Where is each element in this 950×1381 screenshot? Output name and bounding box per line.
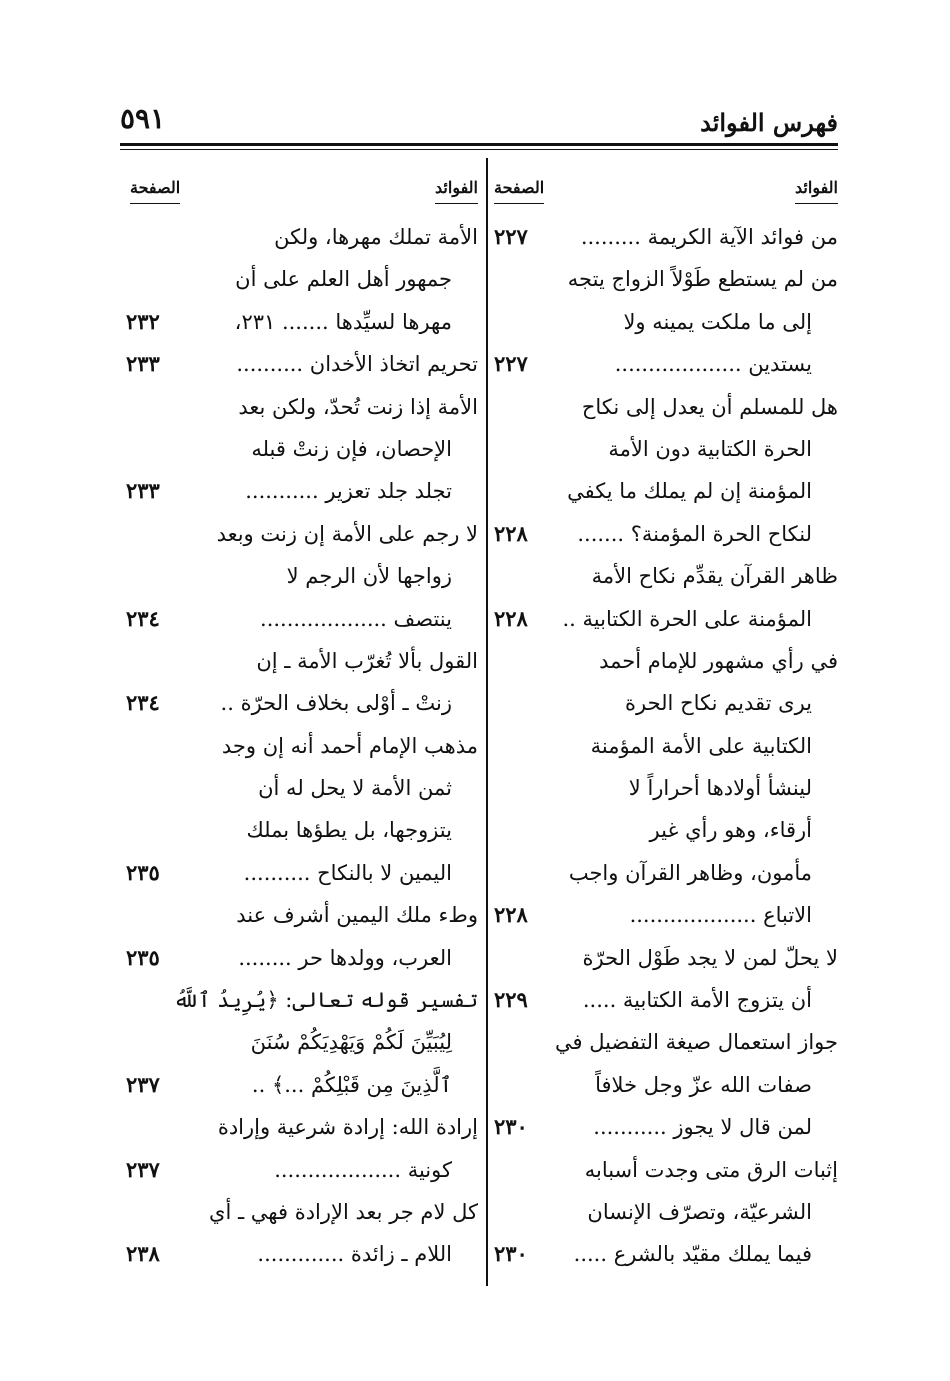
page-heading: الصفحة (130, 178, 180, 204)
header-rule-thin (120, 149, 838, 150)
page-heading: الصفحة (494, 178, 544, 204)
entry-text: من لم يستطع طَوْلاً الزواج يتجه (567, 267, 838, 292)
entry-line (490, 809, 838, 851)
index-entry (490, 216, 838, 258)
entry-line (490, 979, 838, 1021)
entry-line (490, 767, 838, 809)
entry-line (490, 852, 838, 894)
entry-text: جمهور أهل العلم على أن (235, 267, 452, 292)
entry-line (126, 1021, 478, 1063)
entry-line (126, 1191, 478, 1233)
entry-text: يرى تقديم نكاح الحرة (625, 691, 812, 716)
entry-page-number: ٢٢٨ (494, 605, 528, 631)
entry-line (126, 513, 478, 555)
entry-text: هل للمسلم أن يعدل إلى نكاح (581, 394, 838, 419)
index-entry (490, 1149, 838, 1276)
entry-text: زنتْ ـ أوْلى بخلاف الحرّة .. (220, 691, 452, 716)
entry-line (126, 725, 478, 767)
index-entry (126, 1191, 478, 1276)
entry-text: لنكاح الحرة المؤمنة؟ ....... (577, 521, 812, 546)
index-entry (126, 894, 478, 979)
column-divider (486, 158, 488, 1286)
entry-text: فيما يملك مقيّد بالشرع ..... (573, 1242, 812, 1267)
index-entry (490, 386, 838, 556)
index-entry (126, 386, 478, 513)
entry-text: إثبات الرق متى وجدت أسبابه (584, 1157, 838, 1182)
entry-line (490, 470, 838, 512)
index-entry (126, 343, 478, 385)
entry-line (490, 1233, 838, 1275)
index-entry (126, 725, 478, 895)
entry-page-number: ٢٣٠ (494, 1241, 528, 1267)
entry-page-number: ٢٣٧ (126, 1156, 160, 1182)
entry-page-number: ٢٢٨ (494, 902, 528, 928)
entry-text: الاتباع ................... (629, 903, 812, 928)
entry-line (126, 1149, 478, 1191)
entry-line (490, 894, 838, 936)
entry-text: الأمة إذا زنت تُحدّ، ولكن بعد (238, 394, 478, 419)
entry-page-number: ٢٢٧ (494, 351, 528, 377)
entry-page-number: ٢٣٥ (126, 859, 160, 885)
entry-line (490, 725, 838, 767)
entry-line (126, 1106, 478, 1148)
entry-line (126, 428, 478, 470)
entry-line (490, 640, 838, 682)
entry-line (126, 894, 478, 936)
entry-text: المؤمنة إن لم يملك ما يكفي (567, 479, 812, 504)
entry-page-number: ٢٣٤ (126, 605, 160, 631)
entry-page-number: ٢٣٠ (494, 1114, 528, 1140)
entry-page-number: ٢٣٢ (126, 308, 160, 334)
index-entry (490, 640, 838, 937)
entry-text: ٱلَّذِينَ مِن قَبْلِكُمْ ...﴾ .. (251, 1072, 452, 1097)
entry-page-number: ٢٢٨ (494, 520, 528, 546)
entry-line (490, 258, 838, 300)
entry-text: تفسير قوله تعالى: ﴿يُرِيدُ ٱللَّهُ (173, 988, 478, 1013)
entry-line (126, 386, 478, 428)
entry-page-number: ٢٢٩ (494, 987, 528, 1013)
entry-page-number: ٢٣٣ (126, 351, 160, 377)
entry-text: إلى ما ملكت يمينه ولا (623, 309, 812, 334)
entry-text: ينتصف ................... (260, 606, 452, 631)
left-column (126, 170, 478, 1276)
entry-page-number: ٢٣٥ (126, 944, 160, 970)
index-entry (126, 640, 478, 725)
entry-text: ثمن الأمة لا يحل له أن (258, 776, 452, 801)
entry-line (490, 301, 838, 343)
entry-line (126, 640, 478, 682)
entry-line (490, 513, 838, 555)
entry-text: يتزوجها، بل يطؤها بملك (246, 818, 452, 843)
entry-text: لا يحلّ لمن لا يجد طَوْل الحرّة (582, 945, 838, 970)
entry-line (490, 1021, 838, 1063)
entry-line (126, 1064, 478, 1106)
entry-line (126, 979, 478, 1021)
entry-line (126, 343, 478, 385)
benefits-heading: الفوائد (435, 178, 478, 204)
entry-line (126, 1233, 478, 1275)
entry-text: الكتابية على الأمة المؤمنة (590, 733, 812, 758)
entry-line (126, 852, 478, 894)
right-column (490, 170, 838, 1276)
entry-line (126, 767, 478, 809)
entry-text: إرادة الله: إرادة شرعية وإرادة (217, 1115, 478, 1140)
entry-text: تحريم اتخاذ الأخدان .......... (236, 352, 478, 377)
entry-text: الحرة الكتابية دون الأمة (608, 436, 812, 461)
entry-line (126, 937, 478, 979)
entry-line (490, 216, 838, 258)
entry-line (126, 258, 478, 300)
page-number: ٥٩١ (120, 102, 166, 135)
entry-line (126, 216, 478, 258)
entry-text: من فوائد الآية الكريمة ......... (580, 225, 838, 249)
entry-text: مهرها لسيِّدها ....... ٢٣١، (234, 309, 452, 334)
right-column-header (490, 170, 838, 216)
entry-text: وطء ملك اليمين أشرف عند (236, 903, 478, 928)
index-entry (490, 258, 838, 385)
entry-text: العرب، وولدها حر ........ (238, 945, 452, 970)
right-entry-list (490, 216, 838, 1276)
entry-line (490, 1106, 838, 1148)
entry-text: لِيُبَيِّنَ لَكُمْ وَيَهْدِيَكُمْ سُنَنَ (250, 1030, 452, 1055)
entry-text: جواز استعمال صيغة التفضيل في (555, 1030, 838, 1055)
index-title: فهرس الفوائد (700, 108, 838, 137)
entry-line (126, 301, 478, 343)
entry-page-number: ٢٣٤ (126, 690, 160, 716)
entry-page-number: ٢٣٧ (126, 1071, 160, 1097)
entry-text: في رأي مشهور للإمام أحمد (599, 648, 838, 673)
entry-text: اليمين لا بالنكاح .......... (243, 860, 452, 885)
entry-text: زواجها لأن الرجم لا (286, 564, 452, 589)
entry-text: أن يتزوج الأمة الكتابية ..... (582, 988, 812, 1013)
entry-text: لا رجم على الأمة إن زنت وبعد (216, 521, 478, 546)
entry-line (490, 682, 838, 724)
index-entry (126, 979, 478, 1106)
index-entry (126, 216, 478, 343)
entry-line (490, 1191, 838, 1233)
entry-line (490, 937, 838, 979)
index-entry (490, 555, 838, 640)
header-rule-thick (120, 143, 838, 146)
entry-line (490, 1149, 838, 1191)
entry-text: القول بألا تُغرّب الأمة ـ إن (256, 648, 478, 673)
index-entry (126, 513, 478, 640)
entry-text: ظاهر القرآن يقدِّم نكاح الأمة (591, 564, 838, 589)
entry-text: اللام ـ زائدة ............. (257, 1242, 452, 1267)
entry-line (490, 428, 838, 470)
entry-line (490, 555, 838, 597)
entry-text: الإحصان، فإن زنتْ قبله (251, 436, 452, 461)
entry-line (126, 682, 478, 724)
left-column-header (126, 170, 478, 216)
entry-page-number: ٢٣٣ (126, 478, 160, 504)
entry-text: يستدين ................... (614, 352, 812, 377)
entry-line (490, 598, 838, 640)
index-entry (126, 1106, 478, 1191)
entry-text: صفات الله عزّ وجل خلافاً (595, 1072, 812, 1097)
entry-line (126, 470, 478, 512)
index-entry (490, 937, 838, 1022)
index-entry (490, 1021, 838, 1148)
entry-text: لمن قال لا يجوز ........... (593, 1115, 812, 1140)
entry-text: كونية ................... (274, 1157, 452, 1182)
entry-text: لينشأ أولادها أحراراً لا (628, 776, 812, 801)
entry-text: مأمون، وظاهر القرآن واجب (568, 860, 812, 885)
entry-line (490, 386, 838, 428)
entry-text: مذهب الإمام أحمد أنه إن وجد (221, 733, 478, 758)
entry-line (126, 598, 478, 640)
entry-line (490, 1064, 838, 1106)
entry-text: كل لام جر بعد الإرادة فهي ـ أي (209, 1199, 478, 1224)
entry-text: الشرعيّة، وتصرّف الإنسان (587, 1199, 812, 1224)
entry-line (126, 555, 478, 597)
left-entry-list (126, 216, 478, 1276)
entry-text: المؤمنة على الحرة الكتابية .. (562, 606, 812, 631)
entry-line (490, 343, 838, 385)
entry-line (126, 809, 478, 851)
entry-page-number: ٢٣٨ (126, 1241, 160, 1267)
entry-page-number: ٢٢٧ (494, 224, 528, 249)
page-header (120, 100, 838, 140)
benefits-heading: الفوائد (795, 178, 838, 204)
entry-text: الأمة تملك مهرها، ولكن (274, 225, 478, 249)
entry-text: تجلد جلد تعزير ........... (245, 479, 452, 504)
entry-text: أرقاء، وهو رأي غير (649, 818, 812, 843)
